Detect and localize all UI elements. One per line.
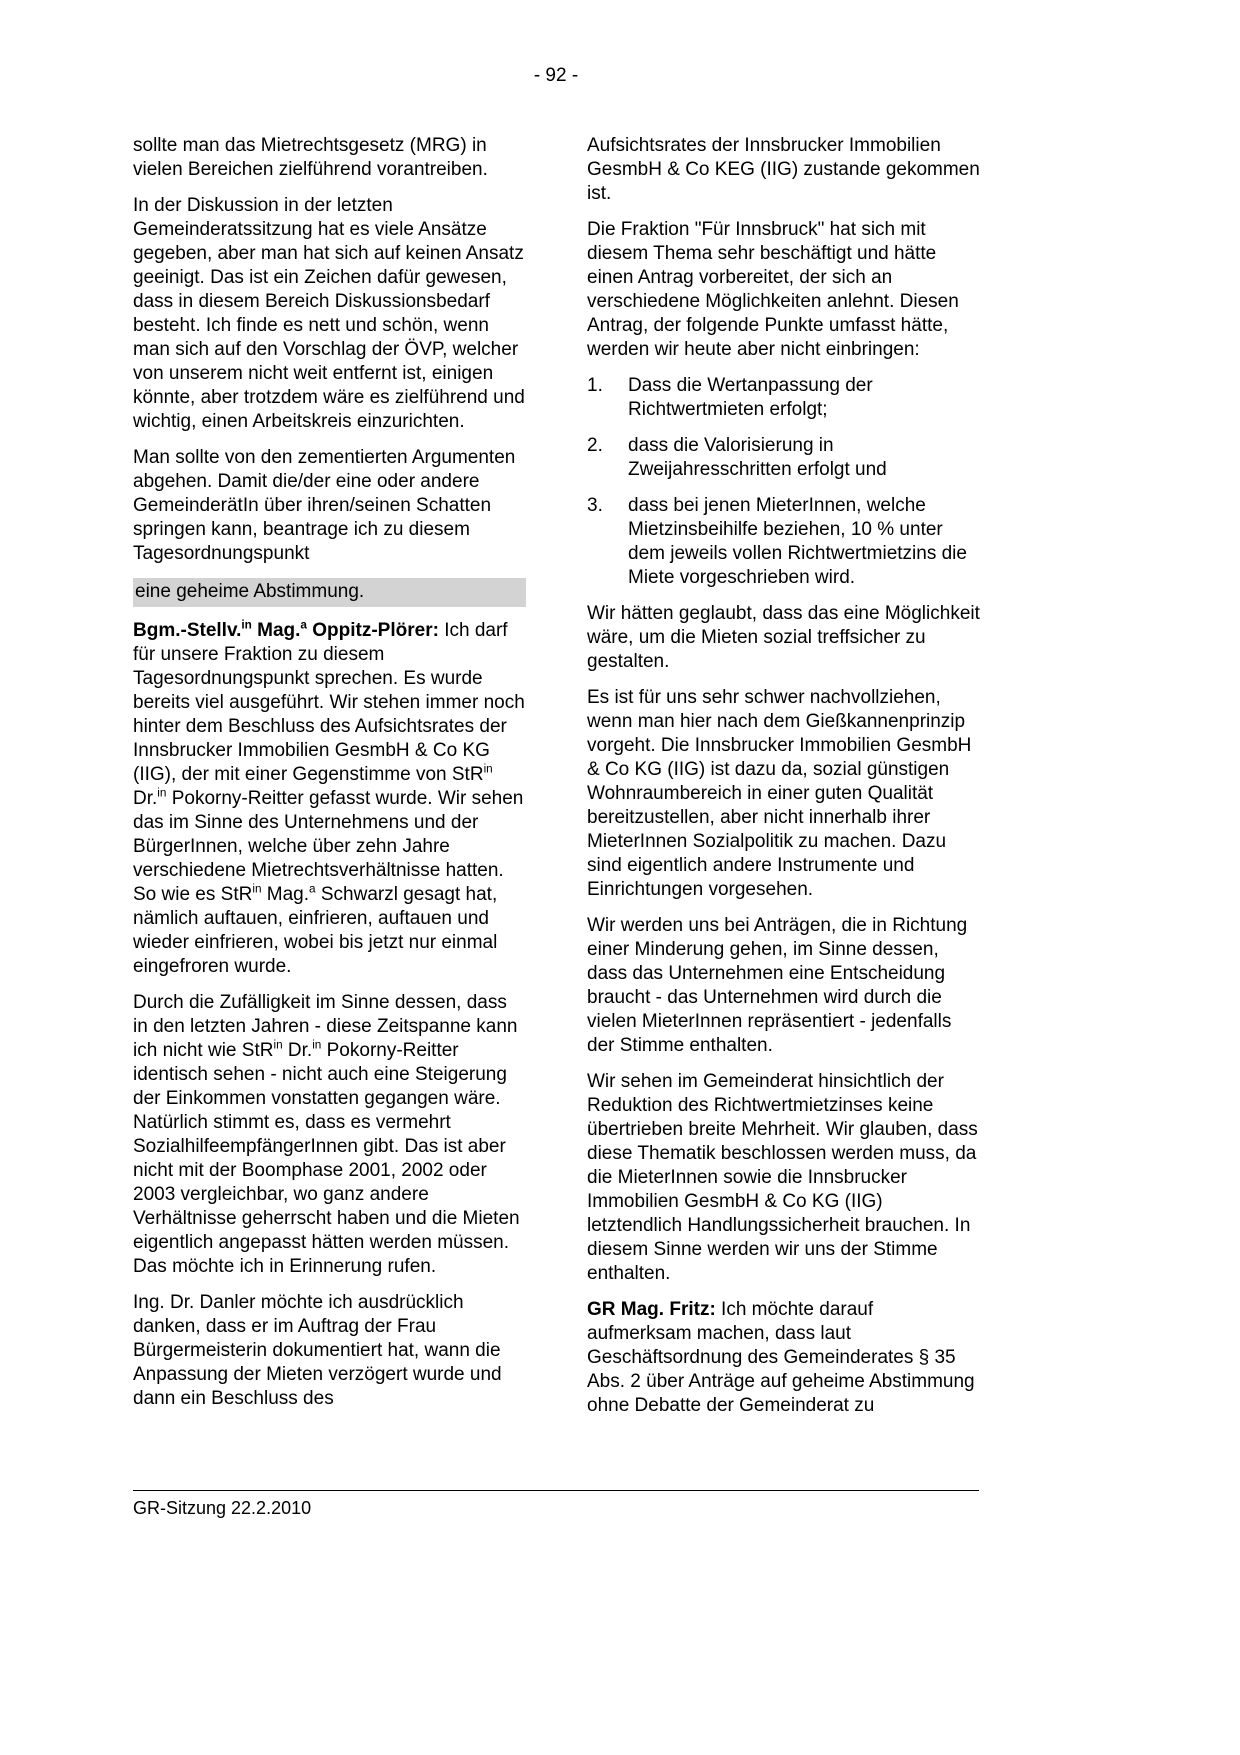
document-page — [133, 0, 979, 1755]
text-segment: in — [273, 1038, 283, 1052]
speech-fritz — [587, 1298, 980, 1418]
text-segment: Wir werden uns bei Anträgen, die in Richtung einer Minderung gehen, im Sinne dessen, dass das Unternehmen eine Entscheidung braucht - das Unternehmen wird durch die vielen MieterInnen repräsentiert - jedenfalls der Stimme enthalten. — [587, 915, 968, 1056]
text-segment: Ich möchte darauf aufmerksam machen, dass laut Geschäftsordnung des Gemeinderates § 35 Abs. 2 über Anträge auf geheime Abstimmung ohne Debatte der Gemeinderat zu — [587, 1299, 975, 1416]
speaker-name-segment: Bgm.-Stellv. — [133, 620, 242, 641]
page-footer — [133, 1490, 979, 1519]
text-segment: Dr. — [133, 788, 158, 809]
list-item — [587, 494, 980, 590]
text-segment: Pokorny-Reitter identisch sehen - nicht auch eine Steigerung der Einkommen vonstatten gegangen wäre. Natürlich stimmt es, dass es vermehrt SozialhilfeempfängerInnen gibt. Das ist aber nicht mit der Boomphase 2001, 2002 oder 2003 vergleichbar, wo ganz andere Verhältnisse geherrscht haben und die Mieten eigentlich angepasst hätten werden müssen. Das möchte ich in Erinnerung rufen. — [133, 1040, 520, 1277]
text-segment: eine geheime Abstimmung. — [135, 581, 365, 602]
text-segment: Die Fraktion "Für Innsbruck" hat sich mit diesem Thema sehr beschäftigt und hätte einen Antrag vorbereitet, der sich an verschiedene Möglichkeiten anlehnt. Diesen Antrag, der folgende Punkte umfasst hätte, werden wir heute aber nicht einbringen: — [587, 219, 959, 360]
paragraph — [133, 991, 526, 1279]
list-item — [587, 374, 980, 422]
text-segment: in — [252, 882, 262, 896]
speaker-name-segment: Mag. — [251, 620, 301, 641]
text-segment: Es ist für uns sehr schwer nachvollziehen, wenn man hier nach dem Gießkannenprinzip vorgeht. Die Innsbrucker Immobilien GesmbH & Co KG (IIG) ist dazu da, sozial günstigen Wohnraumbereich in einer guten Qualität bereitzustellen, aber nicht innerhalb ihrer MieterInnen Sozialpolitik zu machen. Dazu sind eigentlich andere Instrumente und Einrichtungen vorgesehen. — [587, 687, 972, 900]
text-segment: a — [309, 882, 316, 896]
list-item-number: 3. — [587, 495, 603, 516]
paragraph — [587, 218, 980, 362]
list-item-text: dass bei jenen MieterInnen, welche Mietzinsbeihilfe beziehen, 10 % unter dem jeweils vollen Richtwertmietzins die Miete vorgeschrieben wird. — [628, 495, 967, 588]
paragraph — [133, 446, 526, 566]
text-segment: Wir hätten geglaubt, dass das eine Möglichkeit wäre, um die Mieten sozial treffsicher zu gestalten. — [587, 603, 980, 672]
paragraph — [133, 194, 526, 434]
paragraph — [587, 1070, 980, 1286]
paragraph — [587, 602, 980, 674]
speech-oppitz-ploerer — [133, 619, 526, 979]
list-item-text: Dass die Wertanpassung der Richtwertmieten erfolgt; — [628, 375, 873, 420]
speaker-name-segment: in — [241, 618, 252, 632]
list-item-number: 1. — [587, 375, 603, 396]
text-segment: Schwarzl gesagt hat, nämlich auftauen, einfrieren, auftauen und wieder einfrieren, wobei bis jetzt nur einmal eingefroren wurde. — [133, 884, 498, 977]
paragraph — [133, 1291, 526, 1411]
left-column — [133, 134, 526, 1430]
list-item — [587, 434, 980, 482]
text-segment: in — [483, 762, 493, 776]
content-columns — [133, 134, 979, 1430]
speaker-name-segment: GR Mag. Fritz: — [587, 1299, 716, 1320]
text-segment: Ich darf für unsere Fraktion zu diesem Tagesordnungspunkt sprechen. Es wurde bereits viel ausgeführt. Wir stehen immer noch hinter dem Beschluss des Aufsichtsrates der Innsbrucker Immobilien GesmbH & Co KG (IIG), der mit einer Gegenstimme von StR — [133, 620, 525, 785]
text-segment: Wir sehen im Gemeinderat hinsichtlich der Reduktion des Richtwertmietzinses keine übertrieben breite Mehrheit. Wir glauben, dass diese Thematik beschlossen werden muss, da die MieterInnen sowie die Innsbrucker Immobilien GesmbH & Co KG (IIG) letztendlich Handlungssicherheit brauchen. In diesem Sinne werden wir uns der Stimme enthalten. — [587, 1071, 978, 1284]
page-number: - 92 - — [533, 65, 579, 86]
text-segment: Durch die Zufälligkeit im Sinne dessen, dass in den letzten Jahren - diese Zeitspanne kann ich nicht wie StR — [133, 992, 518, 1061]
speaker-name-segment: Oppitz-Plörer: — [306, 620, 439, 641]
paragraph — [587, 134, 980, 206]
text-segment: in — [157, 786, 167, 800]
right-column — [587, 134, 980, 1430]
paragraph — [587, 914, 980, 1058]
antrag-points-list — [587, 374, 980, 590]
list-item-text: dass die Valorisierung in Zweijahresschritten erfolgt und — [628, 435, 887, 480]
text-segment: Man sollte von den zementierten Argumenten abgehen. Damit die/der eine oder andere GemeinderätIn über ihren/seinen Schatten springen kann, beantrage ich zu diesem Tagesordnungspunkt — [133, 447, 516, 564]
list-item-number: 2. — [587, 435, 603, 456]
text-segment: Dr. — [282, 1040, 313, 1061]
text-segment: sollte man das Mietrechtsgesetz (MRG) in vielen Bereichen zielführend vorantreiben. — [133, 135, 488, 180]
text-segment: Ing. Dr. Danler möchte ich ausdrücklich danken, dass er im Auftrag der Frau Bürgermeisterin dokumentiert hat, wann die Anpassung der Mieten verzögert wurde und dann ein Beschluss des — [133, 1292, 502, 1409]
footer-session-label: GR-Sitzung 22.2.2010 — [133, 1498, 312, 1518]
text-segment: Mag. — [261, 884, 310, 905]
paragraph — [133, 134, 526, 182]
text-segment: Pokorny-Reitter gefasst wurde. Wir sehen das im Sinne des Unternehmens und der BürgerInnen, welche über zehn Jahre verschiedene Mietrechtsverhältnisse hatten. So wie es StR — [133, 788, 524, 905]
speaker-name-segment: a — [300, 618, 307, 632]
text-segment: In der Diskussion in der letzten Gemeinderatssitzung hat es viele Ansätze gegeben, aber man hat sich auf keinen Ansatz geeinigt. Das ist ein Zeichen dafür gewesen, dass in diesem Bereich Diskussionsbedarf besteht. Ich finde es nett und schön, wenn man sich auf den Vorschlag der ÖVP, welcher von unserem nicht weit entfernt ist, einigen könnte, aber trotzdem wäre es zielführend und wichtig, einen Arbeitskreis einzurichten. — [133, 195, 525, 432]
paragraph — [587, 686, 980, 902]
text-segment: in — [312, 1038, 322, 1052]
text-segment: Aufsichtsrates der Innsbrucker Immobilien GesmbH & Co KEG (IIG) zustande gekommen ist. — [587, 135, 980, 204]
secret-ballot-motion-highlight — [133, 578, 526, 607]
